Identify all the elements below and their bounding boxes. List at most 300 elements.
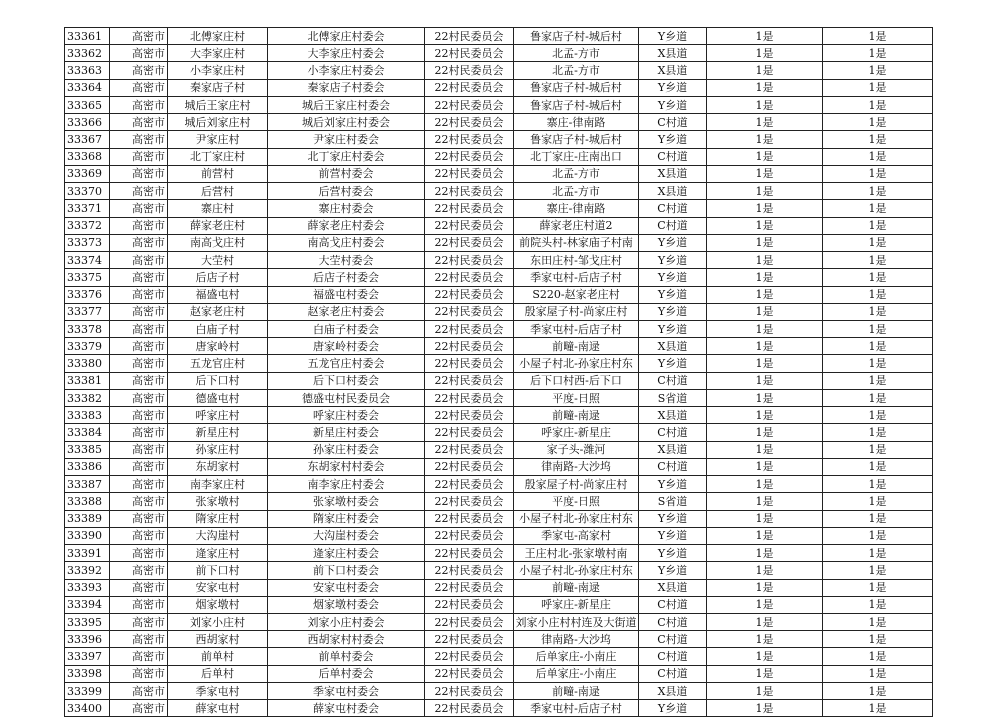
road-grade-cell: Y乡道 [639, 320, 707, 337]
row-id: 33393 [65, 579, 110, 596]
flag-cell-2: 1是 [823, 96, 933, 113]
city-cell: 高密市 [110, 269, 168, 286]
city-cell: 高密市 [110, 234, 168, 251]
flag-cell-2: 1是 [823, 62, 933, 79]
city-cell: 高密市 [110, 579, 168, 596]
table-row [65, 62, 933, 79]
org-type-cell: 22村民委员会 [425, 79, 514, 96]
flag-cell-2: 1是 [823, 338, 933, 355]
flag-cell-1: 1是 [707, 700, 823, 717]
org-type-cell: 22村民委员会 [425, 338, 514, 355]
road-grade-cell: Y乡道 [639, 286, 707, 303]
city-cell: 高密市 [110, 62, 168, 79]
committee-cell: 城后王家庄村委会 [268, 96, 425, 113]
committee-cell: 前下口村委会 [268, 562, 425, 579]
table-row [65, 596, 933, 613]
village-cell: 北丁家庄村 [168, 148, 268, 165]
village-cell: 前单村 [168, 648, 268, 665]
row-id: 33394 [65, 596, 110, 613]
city-cell: 高密市 [110, 631, 168, 648]
flag-cell-1: 1是 [707, 96, 823, 113]
org-type-cell: 22村民委员会 [425, 165, 514, 182]
road-cell: 季家屯-高家村 [514, 527, 639, 544]
flag-cell-2: 1是 [823, 596, 933, 613]
flag-cell-2: 1是 [823, 320, 933, 337]
committee-cell: 大李家庄村委会 [268, 45, 425, 62]
village-cell: 大李家庄村 [168, 45, 268, 62]
city-cell: 高密市 [110, 562, 168, 579]
village-table [64, 27, 933, 717]
flag-cell-1: 1是 [707, 355, 823, 372]
road-cell: 前院头村-林家庙子村南 [514, 234, 639, 251]
village-cell: 唐家岭村 [168, 338, 268, 355]
village-cell: 福盛屯村 [168, 286, 268, 303]
flag-cell-2: 1是 [823, 545, 933, 562]
committee-cell: 北丁家庄村委会 [268, 148, 425, 165]
table-row [65, 269, 933, 286]
flag-cell-1: 1是 [707, 579, 823, 596]
village-cell: 张家墩村 [168, 493, 268, 510]
road-cell: 律南路-大沙坞 [514, 631, 639, 648]
row-id: 33364 [65, 79, 110, 96]
row-id: 33366 [65, 114, 110, 131]
org-type-cell: 22村民委员会 [425, 286, 514, 303]
city-cell: 高密市 [110, 510, 168, 527]
flag-cell-1: 1是 [707, 476, 823, 493]
org-type-cell: 22村民委员会 [425, 303, 514, 320]
village-cell: 后单村 [168, 665, 268, 682]
flag-cell-1: 1是 [707, 682, 823, 699]
road-cell: 北丁家庄-庄南出口 [514, 148, 639, 165]
flag-cell-1: 1是 [707, 200, 823, 217]
org-type-cell: 22村民委员会 [425, 389, 514, 406]
flag-cell-2: 1是 [823, 165, 933, 182]
table-row [65, 131, 933, 148]
road-cell: 平度-日照 [514, 493, 639, 510]
road-cell: 季家屯村-后店子村 [514, 320, 639, 337]
village-cell: 季家屯村 [168, 682, 268, 699]
road-cell: 北孟-方市 [514, 165, 639, 182]
row-id: 33369 [65, 165, 110, 182]
flag-cell-1: 1是 [707, 613, 823, 630]
flag-cell-2: 1是 [823, 28, 933, 45]
city-cell: 高密市 [110, 79, 168, 96]
table-row [65, 562, 933, 579]
flag-cell-2: 1是 [823, 114, 933, 131]
table-row [65, 252, 933, 269]
row-id: 33370 [65, 183, 110, 200]
village-cell: 北傅家庄村 [168, 28, 268, 45]
flag-cell-1: 1是 [707, 389, 823, 406]
flag-cell-2: 1是 [823, 631, 933, 648]
village-cell: 尹家庄村 [168, 131, 268, 148]
road-grade-cell: Y乡道 [639, 700, 707, 717]
table-row [65, 234, 933, 251]
table-row [65, 96, 933, 113]
row-id: 33397 [65, 648, 110, 665]
table-row [65, 545, 933, 562]
city-cell: 高密市 [110, 682, 168, 699]
org-type-cell: 22村民委员会 [425, 28, 514, 45]
flag-cell-2: 1是 [823, 183, 933, 200]
road-grade-cell: C村道 [639, 217, 707, 234]
road-grade-cell: Y乡道 [639, 79, 707, 96]
road-cell: 鲁家店子村-城后村 [514, 79, 639, 96]
org-type-cell: 22村民委员会 [425, 510, 514, 527]
table-row [65, 355, 933, 372]
table-row [65, 372, 933, 389]
city-cell: 高密市 [110, 389, 168, 406]
village-cell: 南高戈庄村 [168, 234, 268, 251]
committee-cell: 薛家老庄村委会 [268, 217, 425, 234]
org-type-cell: 22村民委员会 [425, 148, 514, 165]
row-id: 33396 [65, 631, 110, 648]
village-cell: 薛家屯村 [168, 700, 268, 717]
road-grade-cell: X县道 [639, 682, 707, 699]
committee-cell: 小李家庄村委会 [268, 62, 425, 79]
city-cell: 高密市 [110, 648, 168, 665]
road-cell: 律南路-大沙坞 [514, 458, 639, 475]
flag-cell-1: 1是 [707, 338, 823, 355]
village-cell: 新星庄村 [168, 424, 268, 441]
village-cell: 大茔村 [168, 252, 268, 269]
flag-cell-1: 1是 [707, 183, 823, 200]
road-grade-cell: S省道 [639, 389, 707, 406]
village-cell: 隋家庄村 [168, 510, 268, 527]
org-type-cell: 22村民委员会 [425, 62, 514, 79]
village-cell: 薛家老庄村 [168, 217, 268, 234]
road-cell: 殷家屋子村-尚家庄村 [514, 303, 639, 320]
city-cell: 高密市 [110, 338, 168, 355]
road-grade-cell: X县道 [639, 183, 707, 200]
table-row [65, 28, 933, 45]
road-grade-cell: Y乡道 [639, 252, 707, 269]
committee-cell: 寨庄村委会 [268, 200, 425, 217]
flag-cell-2: 1是 [823, 355, 933, 372]
committee-cell: 呼家庄村委会 [268, 407, 425, 424]
table-row [65, 286, 933, 303]
flag-cell-1: 1是 [707, 407, 823, 424]
org-type-cell: 22村民委员会 [425, 114, 514, 131]
committee-cell: 后下口村委会 [268, 372, 425, 389]
flag-cell-1: 1是 [707, 320, 823, 337]
org-type-cell: 22村民委员会 [425, 476, 514, 493]
flag-cell-1: 1是 [707, 62, 823, 79]
row-id: 33386 [65, 458, 110, 475]
flag-cell-1: 1是 [707, 441, 823, 458]
flag-cell-1: 1是 [707, 648, 823, 665]
flag-cell-1: 1是 [707, 269, 823, 286]
road-cell: 季家屯村-后店子村 [514, 269, 639, 286]
village-cell: 秦家店子村 [168, 79, 268, 96]
road-cell: 季家屯村-后店子村 [514, 700, 639, 717]
table-row [65, 665, 933, 682]
org-type-cell: 22村民委员会 [425, 682, 514, 699]
city-cell: 高密市 [110, 527, 168, 544]
road-grade-cell: X县道 [639, 165, 707, 182]
flag-cell-2: 1是 [823, 303, 933, 320]
org-type-cell: 22村民委员会 [425, 493, 514, 510]
road-cell: 鲁家店子村-城后村 [514, 96, 639, 113]
flag-cell-1: 1是 [707, 303, 823, 320]
flag-cell-1: 1是 [707, 458, 823, 475]
org-type-cell: 22村民委员会 [425, 545, 514, 562]
table-row [65, 631, 933, 648]
road-grade-cell: C村道 [639, 665, 707, 682]
org-type-cell: 22村民委员会 [425, 665, 514, 682]
village-cell: 大沟崖村 [168, 527, 268, 544]
flag-cell-2: 1是 [823, 286, 933, 303]
row-id: 33381 [65, 372, 110, 389]
road-grade-cell: Y乡道 [639, 131, 707, 148]
table-row [65, 320, 933, 337]
flag-cell-1: 1是 [707, 148, 823, 165]
table-row [65, 458, 933, 475]
city-cell: 高密市 [110, 131, 168, 148]
row-id: 33361 [65, 28, 110, 45]
flag-cell-1: 1是 [707, 234, 823, 251]
org-type-cell: 22村民委员会 [425, 700, 514, 717]
table-row [65, 476, 933, 493]
row-id: 33395 [65, 613, 110, 630]
table-row [65, 217, 933, 234]
village-cell: 城后王家庄村 [168, 96, 268, 113]
road-cell: 小屋子村北-孙家庄村东 [514, 562, 639, 579]
committee-cell: 德盛屯村民委员会 [268, 389, 425, 406]
road-grade-cell: X县道 [639, 441, 707, 458]
data-sheet [64, 27, 933, 717]
committee-cell: 前单村委会 [268, 648, 425, 665]
table-row [65, 648, 933, 665]
road-cell: 北孟-方市 [514, 62, 639, 79]
flag-cell-2: 1是 [823, 648, 933, 665]
road-cell: 殷家屋子村-尚家庄村 [514, 476, 639, 493]
flag-cell-2: 1是 [823, 131, 933, 148]
road-cell: 前疃-南逯 [514, 682, 639, 699]
village-cell: 前营村 [168, 165, 268, 182]
committee-cell: 烟家墩村委会 [268, 596, 425, 613]
table-row [65, 303, 933, 320]
city-cell: 高密市 [110, 372, 168, 389]
flag-cell-2: 1是 [823, 252, 933, 269]
road-grade-cell: X县道 [639, 338, 707, 355]
flag-cell-2: 1是 [823, 458, 933, 475]
flag-cell-2: 1是 [823, 45, 933, 62]
road-grade-cell: C村道 [639, 372, 707, 389]
flag-cell-1: 1是 [707, 424, 823, 441]
village-cell: 安家屯村 [168, 579, 268, 596]
row-id: 33389 [65, 510, 110, 527]
flag-cell-2: 1是 [823, 441, 933, 458]
road-grade-cell: Y乡道 [639, 510, 707, 527]
road-cell: 呼家庄-新星庄 [514, 424, 639, 441]
row-id: 33376 [65, 286, 110, 303]
committee-cell: 东胡家村村委会 [268, 458, 425, 475]
row-id: 33363 [65, 62, 110, 79]
org-type-cell: 22村民委员会 [425, 217, 514, 234]
org-type-cell: 22村民委员会 [425, 613, 514, 630]
org-type-cell: 22村民委员会 [425, 45, 514, 62]
committee-cell: 尹家庄村委会 [268, 131, 425, 148]
committee-cell: 赵家老庄村委会 [268, 303, 425, 320]
org-type-cell: 22村民委员会 [425, 407, 514, 424]
flag-cell-1: 1是 [707, 28, 823, 45]
city-cell: 高密市 [110, 96, 168, 113]
village-cell: 南李家庄村 [168, 476, 268, 493]
road-cell: 前疃-南逯 [514, 579, 639, 596]
road-grade-cell: X县道 [639, 579, 707, 596]
flag-cell-2: 1是 [823, 389, 933, 406]
row-id: 33385 [65, 441, 110, 458]
road-cell: 鲁家店子村-城后村 [514, 131, 639, 148]
row-id: 33371 [65, 200, 110, 217]
committee-cell: 北傅家庄村委会 [268, 28, 425, 45]
flag-cell-2: 1是 [823, 476, 933, 493]
city-cell: 高密市 [110, 286, 168, 303]
road-grade-cell: Y乡道 [639, 269, 707, 286]
city-cell: 高密市 [110, 596, 168, 613]
city-cell: 高密市 [110, 183, 168, 200]
village-cell: 后下口村 [168, 372, 268, 389]
road-grade-cell: X县道 [639, 407, 707, 424]
table-row [65, 338, 933, 355]
committee-cell: 前营村委会 [268, 165, 425, 182]
flag-cell-2: 1是 [823, 700, 933, 717]
org-type-cell: 22村民委员会 [425, 234, 514, 251]
city-cell: 高密市 [110, 217, 168, 234]
committee-cell: 五龙官庄村委会 [268, 355, 425, 372]
committee-cell: 福盛屯村委会 [268, 286, 425, 303]
table-row [65, 407, 933, 424]
flag-cell-2: 1是 [823, 562, 933, 579]
road-grade-cell: X县道 [639, 45, 707, 62]
road-grade-cell: Y乡道 [639, 96, 707, 113]
row-id: 33387 [65, 476, 110, 493]
committee-cell: 隋家庄村委会 [268, 510, 425, 527]
road-grade-cell: C村道 [639, 631, 707, 648]
city-cell: 高密市 [110, 165, 168, 182]
city-cell: 高密市 [110, 200, 168, 217]
road-cell: 前疃-南逯 [514, 407, 639, 424]
flag-cell-2: 1是 [823, 148, 933, 165]
village-cell: 后营村 [168, 183, 268, 200]
committee-cell: 南李家庄村委会 [268, 476, 425, 493]
row-id: 33392 [65, 562, 110, 579]
road-grade-cell: C村道 [639, 613, 707, 630]
committee-cell: 刘家小庄村委会 [268, 613, 425, 630]
flag-cell-1: 1是 [707, 79, 823, 96]
road-cell: 小屋子村北-孙家庄村东 [514, 510, 639, 527]
row-id: 33373 [65, 234, 110, 251]
city-cell: 高密市 [110, 476, 168, 493]
village-cell: 烟家墩村 [168, 596, 268, 613]
committee-cell: 后单村委会 [268, 665, 425, 682]
flag-cell-2: 1是 [823, 493, 933, 510]
road-grade-cell: Y乡道 [639, 545, 707, 562]
row-id: 33362 [65, 45, 110, 62]
road-cell: 小屋子村北-孙家庄村东 [514, 355, 639, 372]
org-type-cell: 22村民委员会 [425, 200, 514, 217]
city-cell: 高密市 [110, 114, 168, 131]
table-row [65, 527, 933, 544]
flag-cell-2: 1是 [823, 200, 933, 217]
flag-cell-2: 1是 [823, 407, 933, 424]
org-type-cell: 22村民委员会 [425, 252, 514, 269]
village-cell: 赵家老庄村 [168, 303, 268, 320]
flag-cell-1: 1是 [707, 114, 823, 131]
city-cell: 高密市 [110, 303, 168, 320]
table-row [65, 700, 933, 717]
committee-cell: 后营村委会 [268, 183, 425, 200]
flag-cell-1: 1是 [707, 545, 823, 562]
road-cell: 后单家庄-小南庄 [514, 648, 639, 665]
road-grade-cell: Y乡道 [639, 355, 707, 372]
row-id: 33379 [65, 338, 110, 355]
row-id: 33377 [65, 303, 110, 320]
table-row [65, 183, 933, 200]
committee-cell: 白庙子村委会 [268, 320, 425, 337]
flag-cell-1: 1是 [707, 562, 823, 579]
committee-cell: 西胡家村村委会 [268, 631, 425, 648]
road-grade-cell: Y乡道 [639, 303, 707, 320]
village-cell: 逄家庄村 [168, 545, 268, 562]
committee-cell: 薛家屯村委会 [268, 700, 425, 717]
road-cell: 寨庄-律南路 [514, 200, 639, 217]
city-cell: 高密市 [110, 441, 168, 458]
table-row [65, 424, 933, 441]
row-id: 33378 [65, 320, 110, 337]
committee-cell: 季家屯村委会 [268, 682, 425, 699]
org-type-cell: 22村民委员会 [425, 648, 514, 665]
flag-cell-2: 1是 [823, 527, 933, 544]
village-cell: 德盛屯村 [168, 389, 268, 406]
committee-cell: 大茔村委会 [268, 252, 425, 269]
flag-cell-1: 1是 [707, 286, 823, 303]
table-row [65, 165, 933, 182]
row-id: 33368 [65, 148, 110, 165]
flag-cell-1: 1是 [707, 131, 823, 148]
village-cell: 呼家庄村 [168, 407, 268, 424]
road-cell: 东田庄村-邹戈庄村 [514, 252, 639, 269]
table-row [65, 441, 933, 458]
flag-cell-2: 1是 [823, 234, 933, 251]
table-row [65, 579, 933, 596]
flag-cell-1: 1是 [707, 493, 823, 510]
committee-cell: 新星庄村委会 [268, 424, 425, 441]
road-cell: 刘家小庄村村连及大街道 [514, 613, 639, 630]
flag-cell-2: 1是 [823, 613, 933, 630]
city-cell: 高密市 [110, 458, 168, 475]
village-cell: 白庙子村 [168, 320, 268, 337]
road-cell: 后下口村西-后下口 [514, 372, 639, 389]
road-grade-cell: Y乡道 [639, 527, 707, 544]
city-cell: 高密市 [110, 665, 168, 682]
city-cell: 高密市 [110, 424, 168, 441]
flag-cell-1: 1是 [707, 217, 823, 234]
flag-cell-1: 1是 [707, 596, 823, 613]
flag-cell-1: 1是 [707, 372, 823, 389]
village-cell: 寨庄村 [168, 200, 268, 217]
flag-cell-1: 1是 [707, 510, 823, 527]
row-id: 33384 [65, 424, 110, 441]
row-id: 33374 [65, 252, 110, 269]
org-type-cell: 22村民委员会 [425, 631, 514, 648]
city-cell: 高密市 [110, 28, 168, 45]
city-cell: 高密市 [110, 148, 168, 165]
org-type-cell: 22村民委员会 [425, 458, 514, 475]
city-cell: 高密市 [110, 45, 168, 62]
flag-cell-2: 1是 [823, 682, 933, 699]
